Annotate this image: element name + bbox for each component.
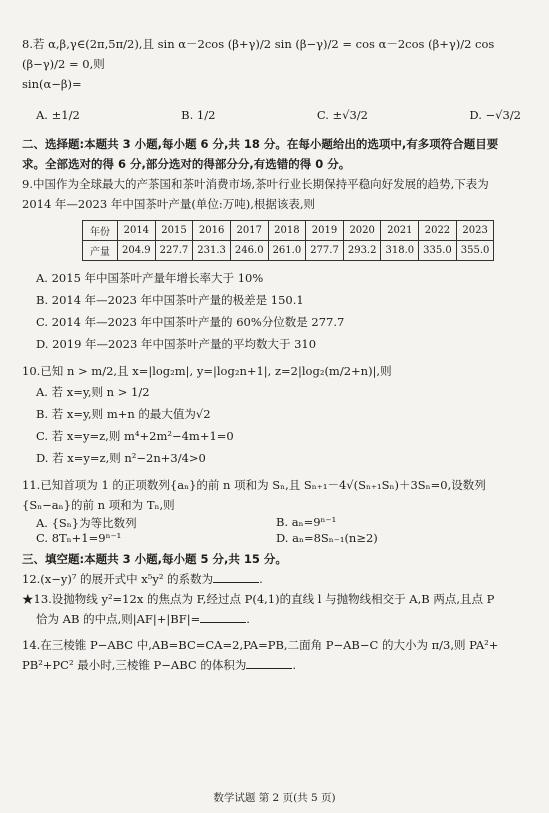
q13-stem-1: ★13.设抛物线 y²=12x 的焦点为 F,经过点 P(4,1)的直线 l 与抛物线相交于 A,B 两点,且点 P [22,592,495,606]
table-row-years [83,221,494,241]
question-10 [22,361,529,469]
q11-stem-1: 11.已知首项为 1 的正项数列{aₙ}的前 n 项和为 Sₙ,且 Sₙ₊₁－4√(Sₙ₊₁Sₙ)＋3Sₙ=0,设数列 [22,478,486,492]
table-cell: 2018 [268,221,306,241]
section-2-line-2: 求。全部选对的得 6 分,部分选对的得部分分,有选错的得 0 分。 [22,157,351,171]
q14-tail: . [292,658,297,672]
q13-stem-2: 恰为 AB 的中点,则|AF|+|BF|= [36,612,201,626]
question-11 [22,475,529,545]
q8-option-b: B. 1/2 [181,108,216,122]
q10-option-b: B. 若 x=y,则 m+n 的最大值为√2 [36,407,211,421]
q8-option-d: D. −√3/2 [469,108,521,122]
q9-option-c: C. 2014 年—2023 年中国茶叶产量的 60%分位数是 277.7 [36,315,345,329]
table-cell: 2019 [306,221,344,241]
table-header-year: 年份 [83,221,118,241]
table-cell: 2021 [381,221,419,241]
q10-options [36,381,529,469]
q12-answer-blank [213,570,259,583]
q9-option-a: A. 2015 年中国茶叶产量年增长率大于 10% [36,271,264,285]
q9-stem-2: 2014 年—2023 年中国茶叶产量(单位:万吨),根据该表,则 [22,197,316,211]
table-cell: 2015 [155,221,193,241]
q13-answer-blank [200,610,246,623]
q13-tail: . [246,612,250,626]
question-9 [22,174,529,355]
q14-stem-1: 14.在三棱锥 P−ABC 中,AB=BC=CA=2,PA=PB,二面角 P−AB−C 的大小为 π/3,则 PA²+ [22,638,499,652]
q9-option-b: B. 2014 年—2023 年中国茶叶产量的极差是 150.1 [36,293,304,307]
table-cell: 318.0 [381,241,419,261]
question-8 [22,34,529,122]
table-cell: 261.0 [268,241,306,261]
section-2-line-1: 二、选择题:本题共 3 小题,每小题 6 分,共 18 分。在每小题给出的选项中,有多项符合题目要 [22,137,499,151]
table-cell: 277.7 [306,241,344,261]
q8-options [36,108,521,122]
q14-stem-2: PB²+PC² 最小时,三棱锥 P−ABC 的体积为 [22,658,247,672]
q10-stem: 10.已知 n > m/2,且 x=|log₂m|, y=|log₂n+1|, z=2|log₂(m/2+n)|,则 [22,364,392,378]
table-cell: 2017 [230,221,268,241]
q11-option-b: B. aₙ=9ⁿ⁻¹ [276,515,337,529]
q11-option-a: A. {Sₙ}为等比数列 [36,516,137,530]
q9-options [36,267,529,355]
q11-stem-2: {Sₙ−aₙ}的前 n 项和为 Tₙ,则 [22,498,175,512]
table-cell: 2022 [419,221,457,241]
table-cell: 335.0 [419,241,457,261]
q12-tail: . [259,572,263,586]
q14-answer-blank [246,656,292,669]
table-cell: 293.2 [343,241,381,261]
q10-option-c: C. 若 x=y=z,则 m⁴+2m²−4m+1=0 [36,429,234,443]
question-12 [22,569,529,589]
q10-option-a: A. 若 x=y,则 n > 1/2 [36,385,150,399]
q9-stem-1: 9.中国作为全球最大的产茶国和茶叶消费市场,茶叶行业长期保持平稳向好发展的趋势,下表为 [22,177,489,191]
table-cell: 2020 [343,221,381,241]
section-2-heading [22,134,529,174]
table-cell: 2014 [118,221,156,241]
q8-option-a: A. ±1/2 [36,108,80,122]
table-cell: 227.7 [155,241,193,261]
q8-stem: 8.若 α,β,γ∈(2π,5π/2),且 sin α－2cos (β+γ)/2 sin (β−γ)/2 = cos α－2cos (β+γ)/2 cos (β−γ)/2 = 0,则 [22,37,495,71]
question-13 [22,589,529,629]
q8-stem-cont: sin(α−β)= [22,77,82,91]
table-cell: 355.0 [456,241,494,261]
q12-stem: 12.(x−y)⁷ 的展开式中 x⁵y² 的系数为 [22,572,214,586]
table-header-output: 产量 [83,241,118,261]
table-row-output [83,241,494,261]
q9-option-d: D. 2019 年—2023 年中国茶叶产量的平均数大于 310 [36,337,317,351]
q11-options [36,515,529,545]
table-cell: 2023 [456,221,494,241]
q11-option-d: D. aₙ=8Sₙ₋₁(n≥2) [276,531,378,545]
section-3-heading: 三、填空题:本题共 3 小题,每小题 5 分,共 15 分。 [22,552,287,566]
table-cell: 231.3 [193,241,231,261]
table-cell: 204.9 [118,241,156,261]
page-footer: 数学试题 第 2 页(共 5 页) [213,792,336,804]
q10-option-d: D. 若 x=y=z,则 n²−2n+3/4>0 [36,451,206,465]
table-cell: 2016 [193,221,231,241]
question-14 [22,635,529,675]
tea-output-table [82,220,494,261]
table-cell: 246.0 [230,241,268,261]
q11-option-c: C. 8Tₙ+1=9ⁿ⁻¹ [36,531,122,545]
q8-option-c: C. ±√3/2 [316,108,368,122]
